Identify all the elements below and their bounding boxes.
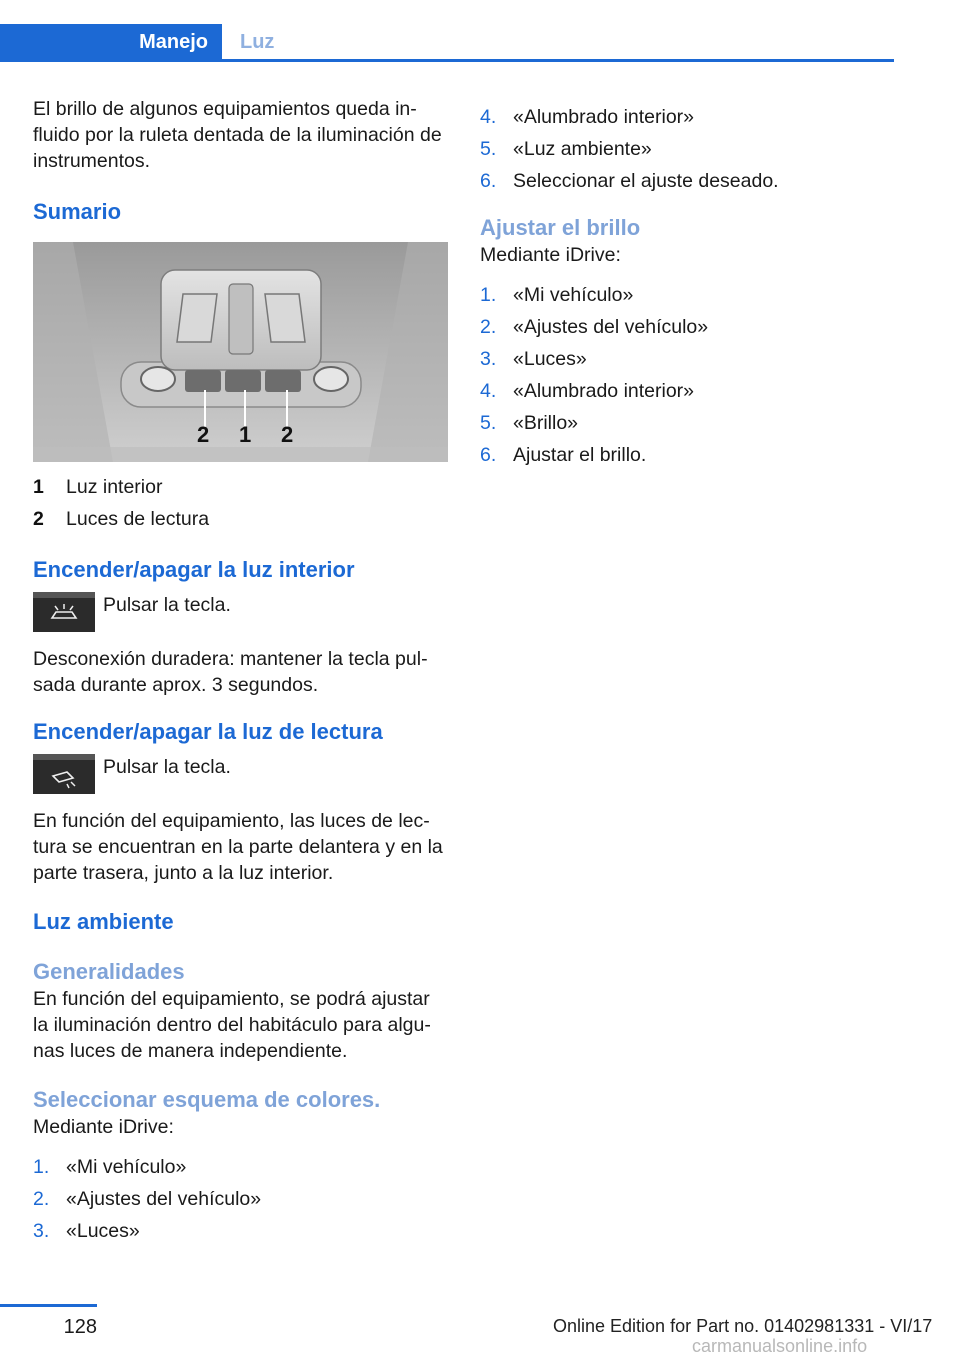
list-item: 1. «Mi vehículo» [33,1156,187,1178]
tab-manejo[interactable]: Manejo [0,24,222,60]
general-text: En función del equipamiento, se podrá ajustar la iluminación dentro del habitáculo para algu- nas luces de manera independiente. [33,988,431,1062]
edition-text: Online Edition for Part no. 01402981331 - VI/17 [553,1316,933,1336]
subsection-title-general: Generalidades [33,959,185,984]
brightness-steps-list [480,282,900,474]
page-header [0,0,960,62]
list-item: 6. Seleccionar el ajuste deseado. [480,170,779,192]
list-item: 2. «Ajustes del vehículo» [480,316,709,338]
overhead-console-figure [33,242,448,462]
list-item: 1. «Mi vehículo» [480,284,634,306]
watermark-text: carmanualsonline.info [692,1336,868,1356]
list-item: 5. «Luz ambiente» [480,138,652,160]
figure-label: 1 [239,422,252,447]
legend-item: 2 Luces de lectura [33,508,210,530]
right-column [480,104,900,474]
reading-light-key-icon [33,754,95,794]
section-title-ambient: Luz ambiente [33,909,174,934]
figure-label: 2 [281,422,294,447]
reading-press-text: Pulsar la tecla. [103,756,231,778]
reading-note: En función del equipamiento, las luces de lec- tura se encuentran en la parte delantera y en la parte trasera, junto a la luz interior. [33,810,443,884]
left-column [33,96,451,1250]
list-item: 4. «Alumbrado interior» [480,106,695,128]
legend-item: 1 Luz interior [33,476,163,498]
interior-note: Desconexión duradera: mantener la tecla pul- sada durante aprox. 3 segundos. [33,648,428,696]
footer-rule [0,1304,97,1307]
section-title-interior: Encender/apagar la luz interior [33,557,355,582]
tab-luz[interactable]: Luz [240,30,275,53]
interior-key-row [33,592,451,632]
interior-press-text: Pulsar la tecla. [103,594,231,616]
section-title-sumario: Sumario [33,199,122,224]
list-item: 6. Ajustar el brillo. [480,444,647,466]
list-item: 2. «Ajustes del vehículo» [33,1188,262,1210]
intro-paragraph: El brillo de algunos equipamientos queda in- fluido por la ruleta dentada de la iluminación de instrumentos. [33,98,442,172]
list-item: 4. «Alumbrado interior» [480,380,695,402]
scheme-steps-list [33,1154,451,1250]
header-rule [0,59,894,62]
figure-label: 2 [197,422,210,447]
section-title-reading: Encender/apagar la luz de lectura [33,719,383,744]
list-item: 3. «Luces» [33,1220,140,1242]
scheme-intro: Mediante iDrive: [33,1116,174,1138]
interior-light-key-icon [33,592,95,632]
list-item: 3. «Luces» [480,348,587,370]
brightness-intro: Mediante iDrive: [480,244,621,266]
list-item: 5. «Brillo» [480,412,579,434]
figure-legend [33,474,451,538]
page-number: 128 [63,1316,97,1338]
reading-key-row [33,754,451,794]
subsection-title-scheme: Seleccionar esquema de colores. [33,1087,381,1112]
subsection-title-brightness: Ajustar el brillo [480,215,641,240]
scheme-steps-continued [480,104,900,200]
